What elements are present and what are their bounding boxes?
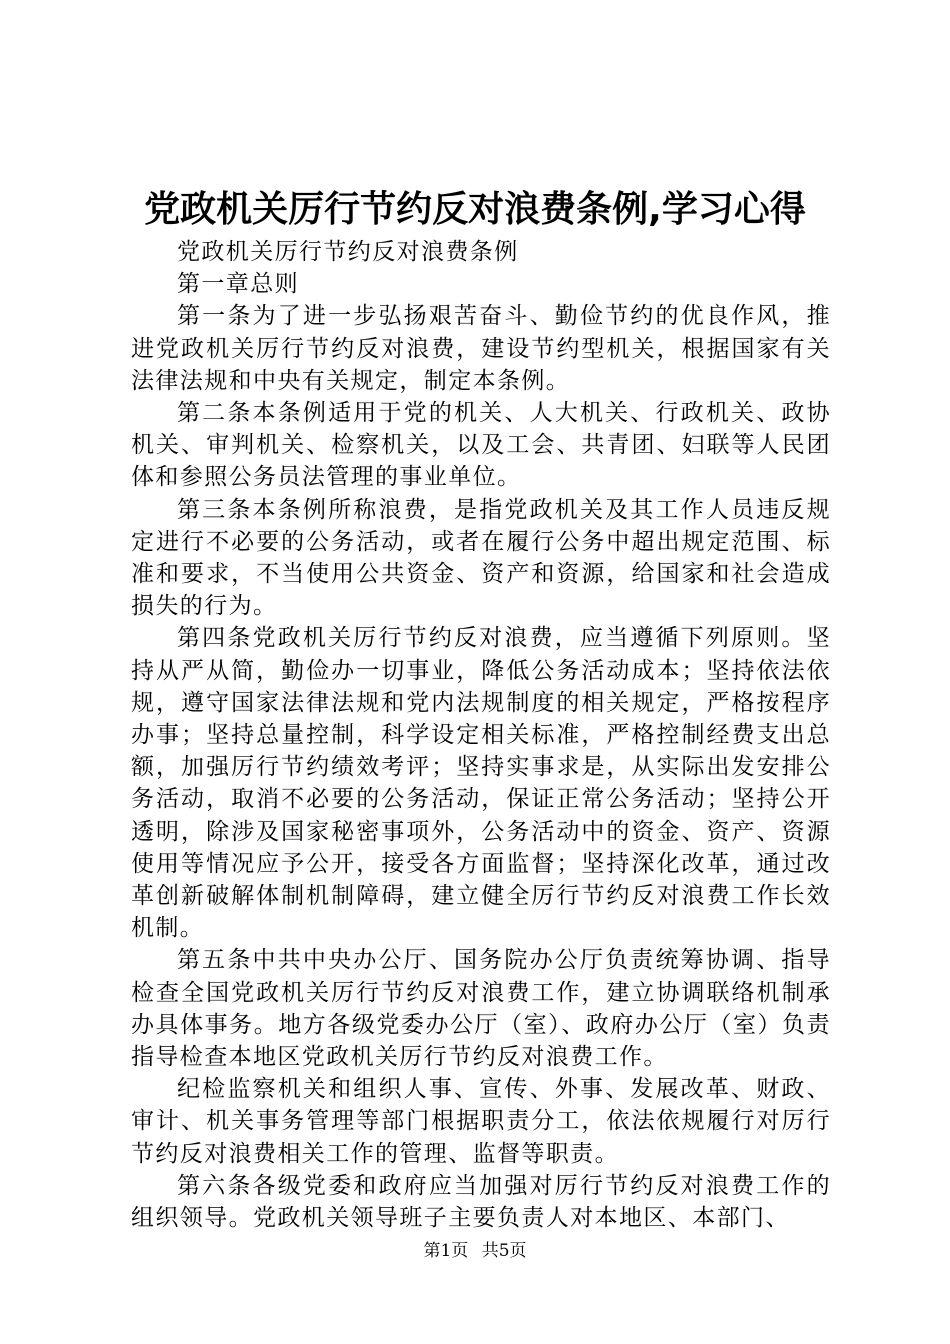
paragraph-chapter: 第一章总则 xyxy=(177,271,299,298)
paragraph-article-3: 第三条本条例所称浪费，是指党政机关及其工作人员违反规定进行不必要的公务活动，或者在履行公务中超出规定范围、标准和要求，不当使用公共资金、资产和资源，给国家和社会造成损失的行为。 xyxy=(131,496,831,620)
paragraph-article-5-cont: 纪检监察机关和组织人事、宣传、外事、发展改革、财政、审计、机关事务管理等部门根据职责分工，依法依规履行对厉行节约反对浪费相关工作的管理、监督等职责。 xyxy=(131,1076,831,1167)
paragraph-article-4: 第四条党政机关厉行节约反对浪费，应当遵循下列原则。坚持从严从简，勤俭办一切事业，降低公务活动成本；坚持依法依规，遵守国家法律法规和党内法规制度的相关规定，严格按程序办事；坚持总量控制，科学设定相关标准，严格控制经费支出总额，加强厉行节约绩效考评；坚持实事求是，从实际出发安排公务活动，取消不必要的公务活动，保证正常公务活动；坚持公开透明，除涉及国家秘密事项外，公务活动中的资金、资产、资源使用等情况应予公开，接受各方面监督；坚持深化改革，通过改革创新破解体制机制障碍，建立健全厉行节约反对浪费工作长效机制。 xyxy=(131,625,831,942)
paragraph-article-2: 第二条本条例适用于党的机关、人大机关、行政机关、政协机关、审判机关、检察机关，以及工会、共青团、妇联等人民团体和参照公务员法管理的事业单位。 xyxy=(131,400,831,491)
document-body xyxy=(131,236,831,1234)
document-title: 党政机关厉行节约反对浪费条例,学习心得 xyxy=(144,189,806,230)
paragraph-heading: 党政机关厉行节约反对浪费条例 xyxy=(177,239,519,265)
page-number: 第1页 xyxy=(423,1241,469,1261)
paragraph-article-6: 第六条各级党委和政府应当加强对厉行节约反对浪费工作的组织领导。党政机关领导班子主要负责人对本地区、本部门、 xyxy=(131,1172,831,1232)
page-total: 共5页 xyxy=(481,1241,527,1261)
paragraph-article-5: 第五条中共中央办公厅、国务院办公厅负责统筹协调、指导检查全国党政机关厉行节约反对浪费工作，建立协调联络机制承办具体事务。地方各级党委办公厅（室）、政府办公厅（室）负责指导检查本地区党政机关厉行节约反对浪费工作。 xyxy=(131,947,831,1071)
page-footer xyxy=(0,1240,950,1262)
paragraph-article-1: 第一条为了进一步弘扬艰苦奋斗、勤俭节约的优良作风，推进党政机关厉行节约反对浪费，建设节约型机关，根据国家有关法律法规和中央有关规定，制定本条例。 xyxy=(131,303,831,394)
